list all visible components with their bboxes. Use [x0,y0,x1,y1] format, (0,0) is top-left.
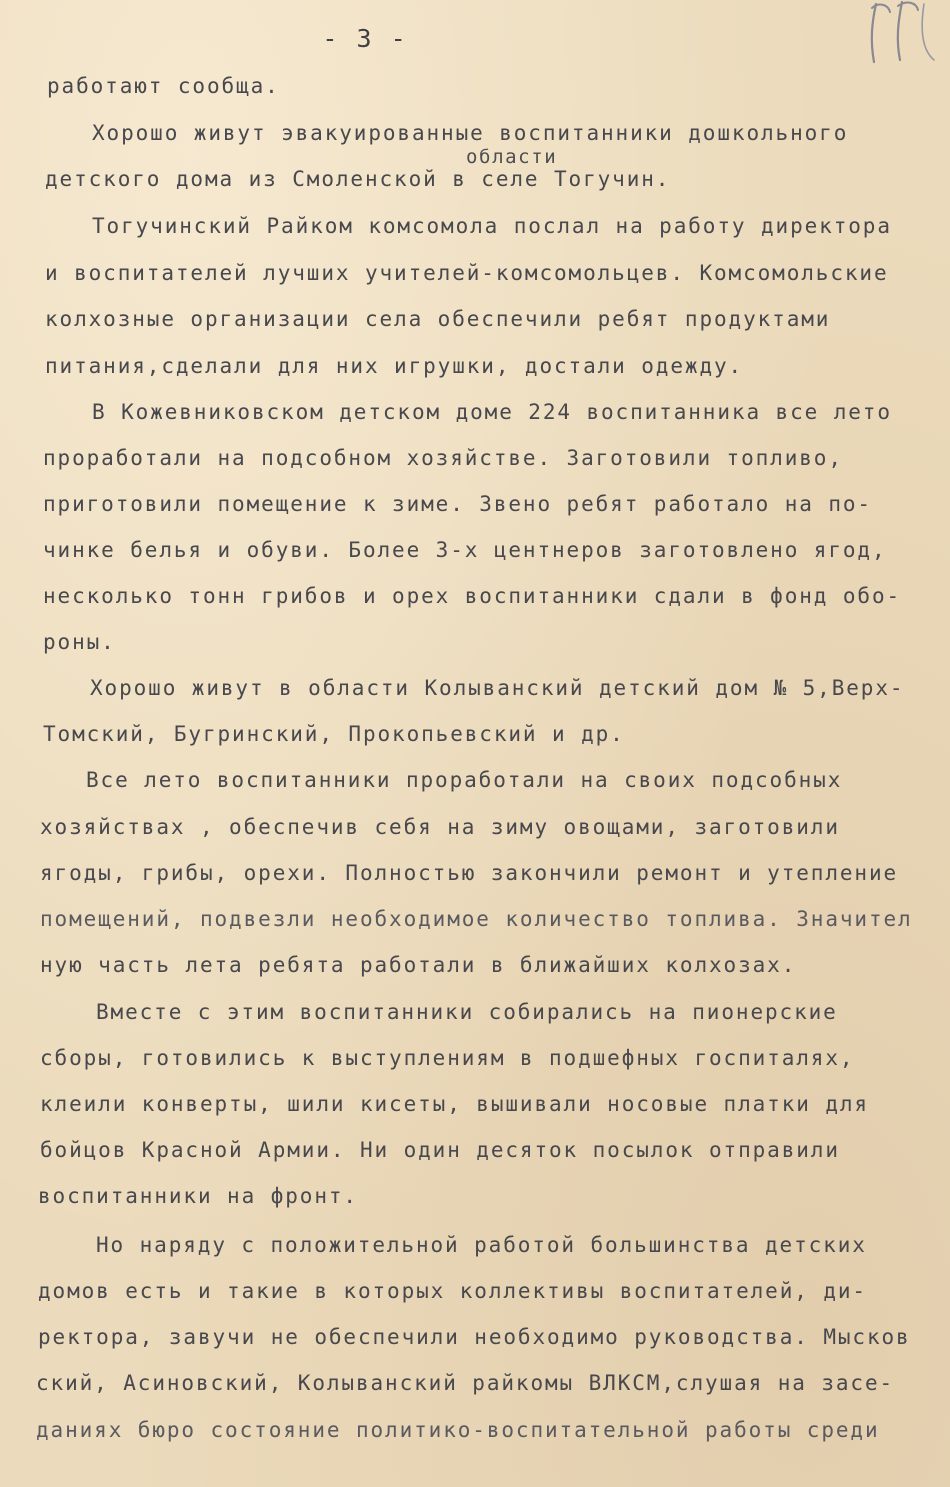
text-line-4: Тогучинский Райком комсомола послал на работу директора [92,214,892,238]
text-line-29: ский, Асиновский, Колыванский райкомы ВЛКСМ,слушая на засе- [36,1371,895,1395]
text-line-11: чинке белья и обуви. Более 3-х центнеров заготовлено ягод, [43,538,887,562]
text-line-3: детского дома из Смоленской в селе Тогучин. [45,167,671,191]
text-line-7: питания,сделали для них игрушки, достали одежду. [45,354,744,378]
text-line-13: роны. [43,630,116,654]
text-line-6: колхозные организации села обеспечили ребят продуктами [45,307,831,331]
handwritten-archive-number [862,0,942,70]
page-number: - 3 - [322,24,408,53]
text-line-14: Хорошо живут в области Колыванский детский дом № 5,Верх- [90,676,905,700]
text-line-2: Хорошо живут эвакуированные воспитанники дошкольного [92,121,849,145]
text-line-10: приготовили помещение к зиме. Звено ребят работало на по- [43,492,872,516]
text-line-15: Томский, Бугринский, Прокопьевский и др. [43,722,625,746]
text-line-20: ную часть лета ребята работали в ближайших колхозах. [40,953,797,977]
text-line-16: Все лето воспитанники проработали на своих подсобных [86,768,843,792]
interlinear-insertion: области [466,146,558,168]
text-line-22: сборы, готовились к выступлениям в подшефных госпиталях, [40,1046,855,1070]
text-line-19: помещений, подвезли необходимое количество топлива. Значител [40,907,913,931]
text-line-12: несколько тонн грибов и орех воспитанники сдали в фонд обо- [43,584,902,608]
text-line-30: даниях бюро состояние политико-воспитательной работы среди [36,1418,880,1442]
text-line-18: ягоды, грибы, орехи. Полностью закончили ремонт и утепление [40,861,899,885]
text-line-5: и воспитателей лучших учителей-комсомольцев. Комсомольские [45,261,889,285]
text-line-9: проработали на подсобном хозяйстве. Заготовили топливо, [43,446,843,470]
text-line-25: воспитанники на фронт. [38,1184,358,1208]
text-line-23: клеили конверты, шили кисеты, вышивали носовые платки для [40,1092,869,1116]
text-line-1: работают сообща. [47,74,280,98]
text-line-26: Но наряду с положительной работой большинства детских [96,1233,867,1257]
text-line-28: ректора, завучи не обеспечили необходимо руководства. Мысков [38,1325,911,1349]
text-line-17: хозяйствах , обеспечив себя на зиму овощами, заготовили [40,815,840,839]
text-line-27: домов есть и такие в которых коллективы воспитателей, ди- [38,1279,867,1303]
text-line-8: В Кожевниковском детском доме 224 воспитанника все лето [92,400,892,424]
text-line-21: Вместе с этим воспитанники собирались на пионерские [96,1000,838,1024]
text-line-24: бойцов Красной Армии. Ни один десяток посылок отправили [40,1138,840,1162]
